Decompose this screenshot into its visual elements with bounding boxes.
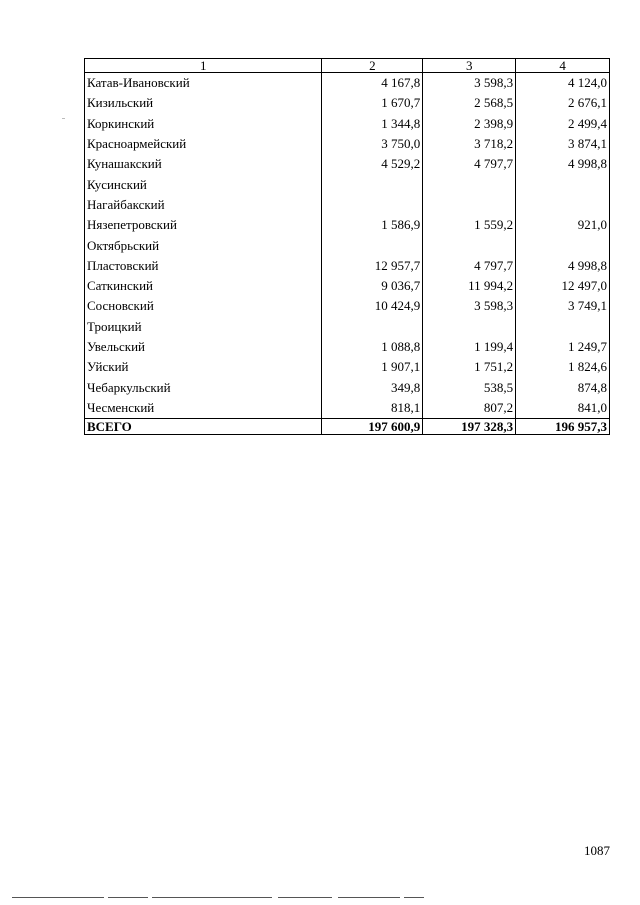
value-col2: 12 957,7 (322, 256, 423, 276)
value-col3 (423, 235, 516, 255)
value-col4: 2 676,1 (516, 93, 610, 113)
value-col2: 1 670,7 (322, 93, 423, 113)
column-header-1: 1 (85, 59, 322, 73)
value-col2: 1 907,1 (322, 357, 423, 377)
value-col4: 12 497,0 (516, 276, 610, 296)
value-col2: 4 529,2 (322, 154, 423, 174)
total-value-col2: 197 600,9 (322, 419, 423, 435)
value-col4: 3 874,1 (516, 134, 610, 154)
district-name: Октябрьский (85, 235, 322, 255)
table-row (85, 296, 610, 316)
value-col3 (423, 195, 516, 215)
district-name: Увельский (85, 337, 322, 357)
district-name: Коркинский (85, 114, 322, 134)
value-col4: 2 499,4 (516, 114, 610, 134)
district-name: Кизильский (85, 93, 322, 113)
page-number: 1087 (584, 843, 610, 858)
district-name: Уйский (85, 357, 322, 377)
table-row (85, 276, 610, 296)
district-name: Нагайбакский (85, 195, 322, 215)
value-col2: 1 344,8 (322, 114, 423, 134)
budget-table (84, 58, 610, 435)
total-value-col3: 197 328,3 (423, 419, 516, 435)
header-row (85, 59, 610, 73)
value-col2: 1 088,8 (322, 337, 423, 357)
value-col3: 2 398,9 (423, 114, 516, 134)
value-col4: 841,0 (516, 398, 610, 419)
value-col2: 1 586,9 (322, 215, 423, 235)
value-col2: 349,8 (322, 377, 423, 397)
value-col3: 1 199,4 (423, 337, 516, 357)
table-row (85, 235, 610, 255)
value-col3 (423, 174, 516, 194)
value-col2: 4 167,8 (322, 73, 423, 94)
district-name: Сосновский (85, 296, 322, 316)
value-col4 (516, 317, 610, 337)
value-col3 (423, 317, 516, 337)
district-name: Катав-Ивановский (85, 73, 322, 94)
value-col3: 2 568,5 (423, 93, 516, 113)
district-name: Нязепетровский (85, 215, 322, 235)
value-col2 (322, 235, 423, 255)
table-row (85, 93, 610, 113)
value-col4: 1 249,7 (516, 337, 610, 357)
table-row (85, 174, 610, 194)
table-row (85, 154, 610, 174)
table-row (85, 215, 610, 235)
value-col3: 4 797,7 (423, 154, 516, 174)
column-header-2: 2 (322, 59, 423, 73)
value-col2: 3 750,0 (322, 134, 423, 154)
total-row (85, 419, 610, 435)
value-col3: 538,5 (423, 377, 516, 397)
value-col3: 3 598,3 (423, 296, 516, 316)
district-name: Кунашакский (85, 154, 322, 174)
district-name: Саткинский (85, 276, 322, 296)
total-value-col4: 196 957,3 (516, 419, 610, 435)
value-col4: 4 124,0 (516, 73, 610, 94)
value-col3: 807,2 (423, 398, 516, 419)
value-col4: 4 998,8 (516, 256, 610, 276)
district-name: Пластовский (85, 256, 322, 276)
table-row (85, 337, 610, 357)
value-col3: 1 751,2 (423, 357, 516, 377)
table-row (85, 134, 610, 154)
value-col4 (516, 195, 610, 215)
value-col2: 10 424,9 (322, 296, 423, 316)
table-row (85, 398, 610, 419)
total-label: ВСЕГО (85, 419, 322, 435)
scan-edge-line (0, 897, 640, 898)
value-col4: 874,8 (516, 377, 610, 397)
table-row (85, 195, 610, 215)
column-header-4: 4 (516, 59, 610, 73)
value-col3: 4 797,7 (423, 256, 516, 276)
table-body (85, 73, 610, 419)
district-name: Чесменский (85, 398, 322, 419)
value-col4: 3 749,1 (516, 296, 610, 316)
value-col2 (322, 195, 423, 215)
value-col4 (516, 235, 610, 255)
district-name: Кусинский (85, 174, 322, 194)
value-col3: 11 994,2 (423, 276, 516, 296)
district-name: Красноармейский (85, 134, 322, 154)
district-name: Троицкий (85, 317, 322, 337)
value-col2: 818,1 (322, 398, 423, 419)
value-col3: 1 559,2 (423, 215, 516, 235)
value-col4: 4 998,8 (516, 154, 610, 174)
value-col4: 921,0 (516, 215, 610, 235)
table-row (85, 317, 610, 337)
value-col3: 3 598,3 (423, 73, 516, 94)
value-col2: 9 036,7 (322, 276, 423, 296)
table-row (85, 377, 610, 397)
scan-speck (62, 118, 65, 119)
column-header-3: 3 (423, 59, 516, 73)
district-name: Чебаркульский (85, 377, 322, 397)
table-row (85, 256, 610, 276)
table-row (85, 73, 610, 94)
value-col3: 3 718,2 (423, 134, 516, 154)
value-col4 (516, 174, 610, 194)
value-col4: 1 824,6 (516, 357, 610, 377)
table-row (85, 357, 610, 377)
table-row (85, 114, 610, 134)
value-col2 (322, 174, 423, 194)
value-col2 (322, 317, 423, 337)
